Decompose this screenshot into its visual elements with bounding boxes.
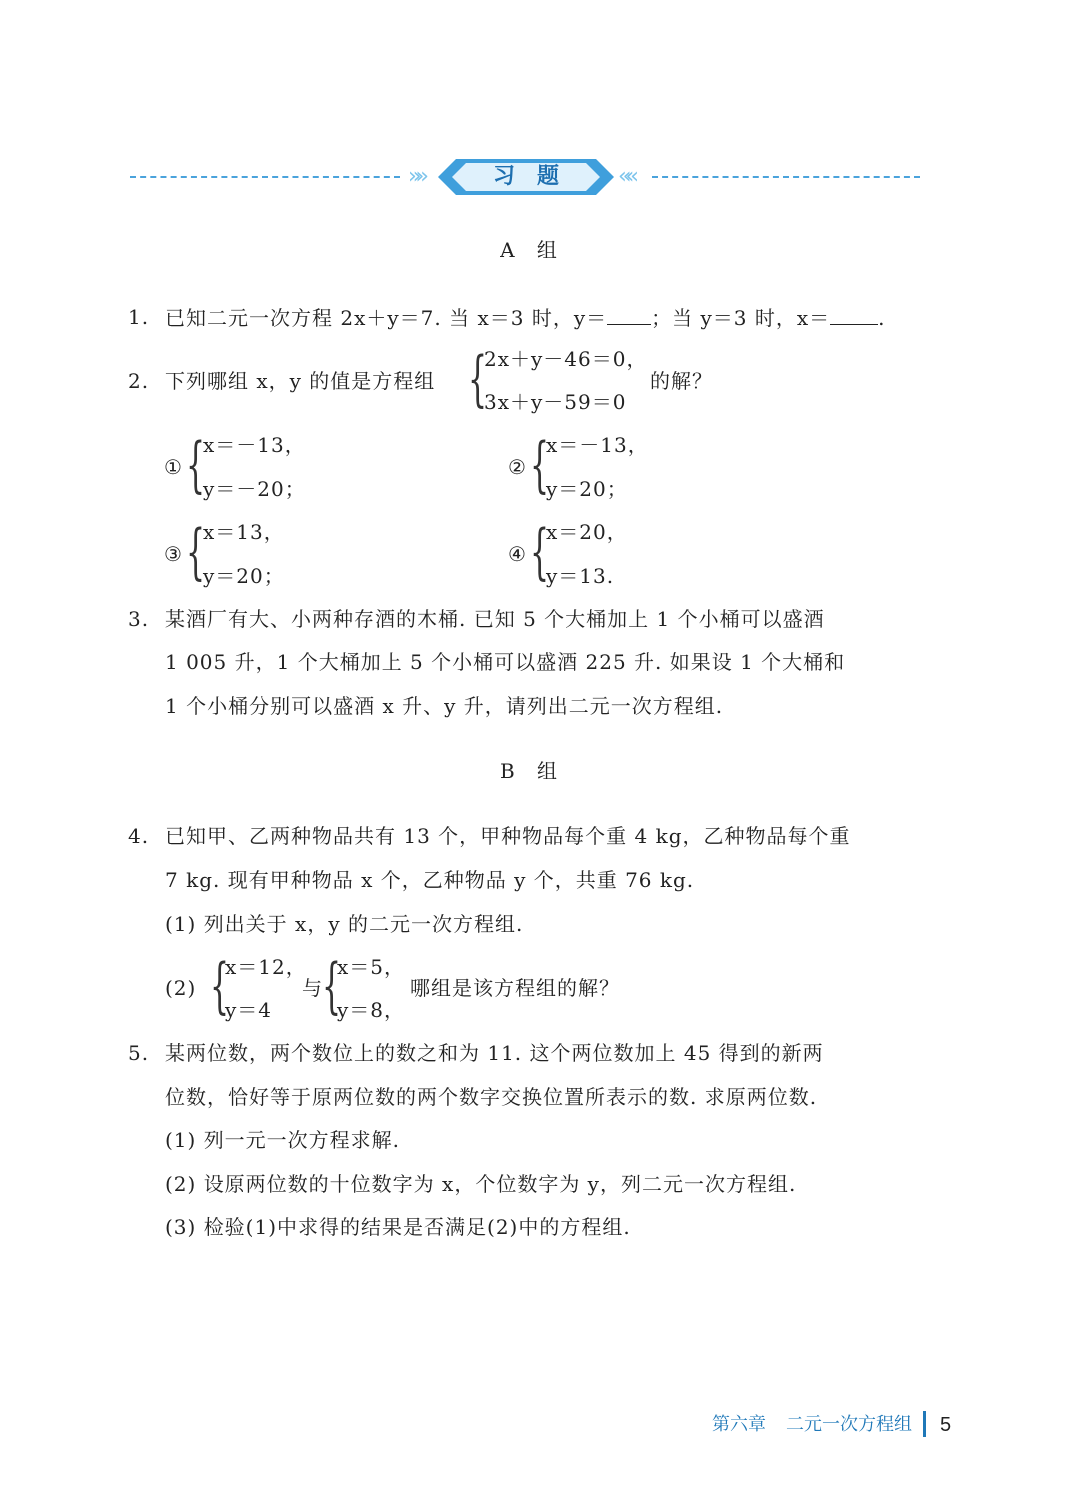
option-line: y＝20； [203,564,285,588]
q5-part-3: (3) 检验(1)中求得的结果是否满足(2)中的方程组. [165,1215,631,1239]
q5-number: 5. [128,1041,150,1065]
option-mark: ④ [508,542,527,566]
brace: { [322,952,342,1022]
option-mark: ③ [164,542,183,566]
q3-line: 1 005 升，1 个大桶加上 5 个小桶可以盛酒 225 升. 如果设 1 个大桶和 [165,650,846,674]
q4-part-1: (1) 列出关于 x，y 的二元一次方程组. [165,912,524,936]
q4-number: 4. [128,824,150,848]
brace: { [530,431,550,501]
option-line: x＝－13， [546,433,649,457]
q5-line: 位数，恰好等于原两位数的两个数字交换位置所表示的数. 求原两位数. [165,1085,818,1109]
q2-tail: 的解？ [650,369,713,393]
double-chevron-right-icon: »» [408,164,423,189]
q3-line: 某酒厂有大、小两种存酒的木桶. 已知 5 个大桶加上 1 个小桶可以盛酒 [165,607,825,631]
footer-chapter: 第六章 [712,1414,766,1435]
header-divider-right [652,176,920,178]
q2-number: 2. [128,369,150,393]
option-mark: ① [164,455,183,479]
answer-blank [607,304,651,325]
header-divider-left [130,176,400,178]
option-line: x＝－13， [203,433,306,457]
brace: { [468,345,488,415]
group-b-title: B 组 [499,759,566,783]
brace: { [210,952,230,1022]
option-mark: ② [508,455,527,479]
q4-line: 已知甲、乙两种物品共有 13 个，甲种物品每个重 4 kg，乙种物品每个重 [165,824,851,848]
q4-part-2-tail: 哪组是该方程组的解？ [410,976,620,1000]
q1-text: 已知二元一次方程 2x＋y＝7. 当 x＝3 时，y＝ ；当 y＝3 时，x＝ . [165,306,886,330]
q3-line: 1 个小桶分别可以盛酒 x 升、y 升，请列出二元一次方程组. [165,694,724,718]
q1-number: 1. [128,305,150,329]
q4-option-a2: y＝4 [225,998,273,1022]
footer-divider [923,1411,926,1437]
brace: { [530,518,550,588]
answer-blank [830,304,878,325]
q2-text: 下列哪组 x，y 的值是方程组 [165,369,436,393]
q4-line: 7 kg. 现有甲种物品 x 个，乙种物品 y 个，共重 76 kg. [165,868,695,892]
q3-number: 3. [128,607,150,631]
option-line: y＝20； [546,477,628,501]
group-a-title: A 组 [500,238,565,262]
q4-option-b2: y＝8， [337,998,406,1022]
q4-and: 与 [302,976,323,1000]
option-line: x＝13， [203,520,285,544]
section-title: 习题 [492,164,581,189]
option-line: x＝20， [546,520,628,544]
q5-part-2: (2) 设原两位数的十位数字为 x，个位数字为 y，列二元一次方程组. [165,1172,797,1196]
q4-part-2-label: (2) [165,976,197,1000]
q5-line: 某两位数，两个数位上的数之和为 11. 这个两位数加上 45 得到的新两 [165,1041,824,1065]
option-line: y＝－20； [203,477,306,501]
q4-option-a1: x＝12， [225,955,307,979]
q2-eq1: 2x＋y－46＝0， [484,347,648,371]
option-line: y＝13. [546,564,615,588]
q2-eq2: 3x＋y－59＝0 [484,390,627,414]
q5-part-1: (1) 列一元一次方程求解. [165,1128,401,1152]
brace: { [186,431,206,501]
footer-chapter-title: 二元一次方程组 [786,1414,912,1435]
brace: { [186,518,206,588]
double-chevron-left-icon: «« [618,164,633,189]
page-number: 5 [940,1414,952,1436]
q4-option-b1: x＝5， [337,955,406,979]
